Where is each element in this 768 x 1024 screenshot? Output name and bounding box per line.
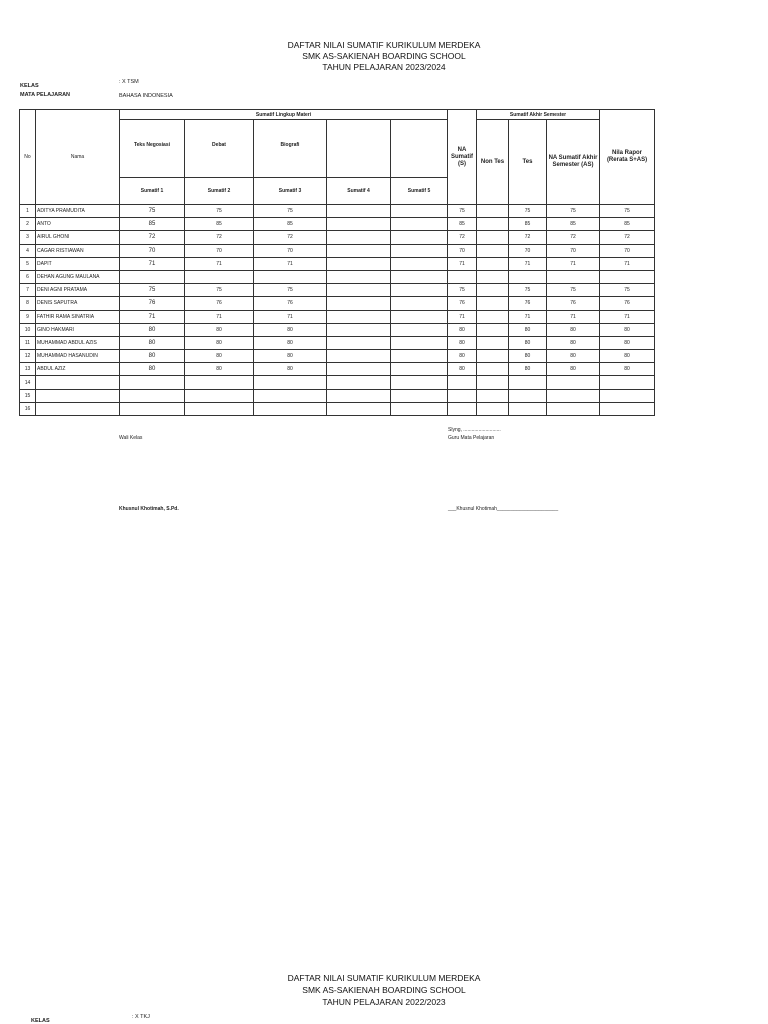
doc-title-line2: SMK AS-SAKIENAH BOARDING SCHOOL — [302, 51, 466, 61]
cell-non-tes — [477, 270, 509, 283]
cell-non-tes — [477, 257, 509, 270]
cell-non-tes — [477, 284, 509, 297]
group-sumatif-lingkup-materi: Sumatif Lingkup Materi — [120, 110, 448, 120]
table-row — [20, 257, 655, 270]
cell-sumatif-5 — [391, 389, 448, 402]
cell-tes: 80 — [509, 336, 547, 349]
cell-sumatif-5 — [391, 231, 448, 244]
cell-na-as: 72 — [547, 231, 600, 244]
cell-no: 9 — [20, 310, 36, 323]
sumatif-header: Sumatif 2 — [185, 178, 254, 205]
cell-sumatif-3 — [254, 376, 327, 389]
cell-non-tes — [477, 297, 509, 310]
cell-na-as — [547, 270, 600, 283]
cell-tes: 80 — [509, 323, 547, 336]
cell-nama: ANTO — [36, 218, 120, 231]
cell-na-as: 71 — [547, 257, 600, 270]
cell-sumatif-3: 85 — [254, 218, 327, 231]
cell-sumatif-1: 80 — [120, 323, 185, 336]
cell-sumatif-4 — [327, 244, 391, 257]
cell-non-tes — [477, 402, 509, 415]
cell-no: 15 — [20, 389, 36, 402]
cell-tes — [509, 376, 547, 389]
cell-sumatif-1 — [120, 402, 185, 415]
cell-rapor: 75 — [600, 205, 655, 218]
cell-na-as — [547, 402, 600, 415]
cell-no: 12 — [20, 350, 36, 363]
sumatif-header: Sumatif 4 — [327, 178, 391, 205]
cell-tes: 75 — [509, 205, 547, 218]
cell-sumatif-2: 70 — [185, 244, 254, 257]
mapel-label: MATA PELAJARAN — [20, 92, 71, 98]
table-row — [20, 297, 655, 310]
cell-rapor — [600, 402, 655, 415]
cell-sumatif-2 — [185, 389, 254, 402]
wali-kelas-label: Wali Kelas — [119, 435, 143, 441]
col-tes-header: Tes — [509, 120, 547, 205]
cell-na-sumatif: 80 — [448, 350, 477, 363]
cell-tes — [509, 402, 547, 415]
cell-na-as: 85 — [547, 218, 600, 231]
cell-na-sumatif: 71 — [448, 257, 477, 270]
kelas2-label: KELAS — [31, 1018, 50, 1024]
cell-nama — [36, 376, 120, 389]
sumatif-header: Sumatif 5 — [391, 178, 448, 205]
col-na-sumatif-header: NA Sumatif (S) — [448, 110, 477, 205]
cell-rapor: 71 — [600, 310, 655, 323]
topic-header: Debat — [185, 120, 254, 178]
cell-sumatif-3: 80 — [254, 350, 327, 363]
cell-nama: DENIS SAPUTRA — [36, 297, 120, 310]
cell-sumatif-1: 71 — [120, 257, 185, 270]
cell-na-as: 80 — [547, 323, 600, 336]
cell-no: 10 — [20, 323, 36, 336]
cell-nama: AIRUL GHONI — [36, 231, 120, 244]
cell-sumatif-4 — [327, 257, 391, 270]
cell-tes — [509, 270, 547, 283]
cell-nama: GINO HAKMARI — [36, 323, 120, 336]
col-nama-header: Nama — [36, 110, 120, 205]
cell-sumatif-5 — [391, 218, 448, 231]
cell-non-tes — [477, 310, 509, 323]
cell-na-sumatif: 80 — [448, 363, 477, 376]
cell-no: 1 — [20, 205, 36, 218]
cell-nama: DENI AGNI PRATAMA — [36, 284, 120, 297]
cell-rapor: 71 — [600, 257, 655, 270]
col-non-tes-header: Non Tes — [477, 120, 509, 205]
cell-na-sumatif — [448, 402, 477, 415]
cell-nama: MUHAMMAD ABDUL AZIS — [36, 336, 120, 349]
cell-non-tes — [477, 244, 509, 257]
cell-na-as — [547, 376, 600, 389]
cell-sumatif-1: 80 — [120, 336, 185, 349]
cell-nama: DAPIT — [36, 257, 120, 270]
doc2-title-line3: TAHUN PELAJARAN 2022/2023 — [322, 997, 446, 1007]
cell-no: 8 — [20, 297, 36, 310]
cell-rapor: 80 — [600, 336, 655, 349]
cell-sumatif-3: 75 — [254, 205, 327, 218]
cell-na-sumatif: 80 — [448, 336, 477, 349]
cell-rapor: 76 — [600, 297, 655, 310]
cell-sumatif-2: 80 — [185, 350, 254, 363]
cell-rapor: 80 — [600, 363, 655, 376]
table-row — [20, 218, 655, 231]
cell-no: 11 — [20, 336, 36, 349]
cell-sumatif-2: 80 — [185, 336, 254, 349]
cell-sumatif-2: 75 — [185, 205, 254, 218]
cell-no: 5 — [20, 257, 36, 270]
cell-no: 16 — [20, 402, 36, 415]
cell-na-as: 80 — [547, 350, 600, 363]
cell-na-as — [547, 389, 600, 402]
cell-sumatif-2: 80 — [185, 323, 254, 336]
cell-na-sumatif: 75 — [448, 284, 477, 297]
cell-tes: 80 — [509, 350, 547, 363]
cell-sumatif-5 — [391, 284, 448, 297]
cell-nama: ABDUL AZIZ — [36, 363, 120, 376]
cell-tes: 72 — [509, 231, 547, 244]
cell-na-sumatif — [448, 389, 477, 402]
cell-no: 4 — [20, 244, 36, 257]
cell-sumatif-3: 76 — [254, 297, 327, 310]
cell-non-tes — [477, 205, 509, 218]
guru-label: Guru Mata Pelajaran — [448, 435, 495, 441]
cell-na-sumatif: 72 — [448, 231, 477, 244]
cell-non-tes — [477, 336, 509, 349]
cell-sumatif-2: 71 — [185, 310, 254, 323]
cell-sumatif-1 — [120, 376, 185, 389]
cell-sumatif-3 — [254, 270, 327, 283]
grade-table — [19, 109, 655, 416]
table-row — [20, 389, 655, 402]
cell-non-tes — [477, 323, 509, 336]
cell-sumatif-4 — [327, 350, 391, 363]
cell-nama: ADITYA PRAMUDITA — [36, 205, 120, 218]
cell-non-tes — [477, 363, 509, 376]
cell-sumatif-5 — [391, 323, 448, 336]
table-row — [20, 270, 655, 283]
doc-title-line1: DAFTAR NILAI SUMATIF KURIKULUM MERDEKA — [287, 40, 481, 50]
cell-sumatif-5 — [391, 257, 448, 270]
cell-na-sumatif — [448, 270, 477, 283]
cell-non-tes — [477, 376, 509, 389]
cell-sumatif-3 — [254, 389, 327, 402]
col-nilai-rapor-header: Nila Rapor (Rerata S+AS) — [600, 110, 655, 205]
cell-na-as: 80 — [547, 336, 600, 349]
cell-sumatif-3: 75 — [254, 284, 327, 297]
cell-sumatif-2: 80 — [185, 363, 254, 376]
cell-rapor: 85 — [600, 218, 655, 231]
cell-rapor: 72 — [600, 231, 655, 244]
table-row — [20, 231, 655, 244]
topic-header — [327, 120, 391, 178]
cell-no: 7 — [20, 284, 36, 297]
cell-sumatif-3: 80 — [254, 363, 327, 376]
cell-sumatif-1: 72 — [120, 231, 185, 244]
cell-nama: CAGAR RISTIAWAN — [36, 244, 120, 257]
cell-sumatif-5 — [391, 310, 448, 323]
cell-sumatif-3: 71 — [254, 257, 327, 270]
table-row — [20, 310, 655, 323]
cell-tes: 71 — [509, 257, 547, 270]
cell-sumatif-1 — [120, 389, 185, 402]
cell-sumatif-5 — [391, 244, 448, 257]
cell-sumatif-2: 71 — [185, 257, 254, 270]
cell-sumatif-3: 71 — [254, 310, 327, 323]
cell-sumatif-1: 76 — [120, 297, 185, 310]
table-row — [20, 376, 655, 389]
cell-na-as: 75 — [547, 284, 600, 297]
cell-sumatif-4 — [327, 336, 391, 349]
cell-sumatif-2: 76 — [185, 297, 254, 310]
cell-sumatif-4 — [327, 231, 391, 244]
kelas-label: KELAS — [20, 83, 39, 89]
cell-sumatif-3: 70 — [254, 244, 327, 257]
doc2-title-line2: SMK AS-SAKIENAH BOARDING SCHOOL — [302, 985, 466, 995]
kelas2-value: : X TKJ — [132, 1014, 150, 1020]
topic-header: Biografi — [254, 120, 327, 178]
sumatif-header: Sumatif 3 — [254, 178, 327, 205]
cell-na-sumatif: 80 — [448, 323, 477, 336]
cell-no: 14 — [20, 376, 36, 389]
cell-sumatif-3: 72 — [254, 231, 327, 244]
table-row — [20, 363, 655, 376]
cell-sumatif-5 — [391, 297, 448, 310]
cell-sumatif-4 — [327, 389, 391, 402]
mapel-value: BAHASA INDONESIA — [119, 93, 173, 99]
cell-nama — [36, 402, 120, 415]
cell-sumatif-2 — [185, 376, 254, 389]
cell-sumatif-4 — [327, 363, 391, 376]
cell-na-as: 76 — [547, 297, 600, 310]
cell-sumatif-2: 85 — [185, 218, 254, 231]
table-row — [20, 336, 655, 349]
cell-na-sumatif: 70 — [448, 244, 477, 257]
cell-na-sumatif: 71 — [448, 310, 477, 323]
cell-non-tes — [477, 389, 509, 402]
place-date: Slyng, ........................... — [448, 427, 501, 433]
sumatif-header: Sumatif 1 — [120, 178, 185, 205]
cell-tes: 70 — [509, 244, 547, 257]
cell-sumatif-1: 75 — [120, 284, 185, 297]
cell-no: 13 — [20, 363, 36, 376]
cell-sumatif-4 — [327, 376, 391, 389]
cell-sumatif-2: 75 — [185, 284, 254, 297]
cell-nama: FATHIR RAMA SINATRIA — [36, 310, 120, 323]
cell-na-as: 70 — [547, 244, 600, 257]
cell-sumatif-4 — [327, 205, 391, 218]
col-no-header: No — [20, 110, 36, 205]
cell-sumatif-5 — [391, 205, 448, 218]
cell-sumatif-3: 80 — [254, 336, 327, 349]
cell-sumatif-4 — [327, 284, 391, 297]
group-sumatif-akhir-semester: Sumatif Akhir Semester — [477, 110, 600, 120]
cell-nama — [36, 389, 120, 402]
cell-sumatif-4 — [327, 310, 391, 323]
cell-non-tes — [477, 350, 509, 363]
cell-sumatif-5 — [391, 270, 448, 283]
cell-sumatif-3: 80 — [254, 323, 327, 336]
wali-kelas-name: Khusnul Khotimah, S.Pd. — [119, 506, 179, 512]
cell-sumatif-4 — [327, 270, 391, 283]
cell-sumatif-5 — [391, 376, 448, 389]
cell-nama: MUHAMMAD HASANUDIN — [36, 350, 120, 363]
cell-na-as: 75 — [547, 205, 600, 218]
cell-sumatif-1: 80 — [120, 350, 185, 363]
cell-sumatif-5 — [391, 336, 448, 349]
cell-sumatif-4 — [327, 323, 391, 336]
cell-sumatif-1 — [120, 270, 185, 283]
cell-rapor: 70 — [600, 244, 655, 257]
doc2-title-line1: DAFTAR NILAI SUMATIF KURIKULUM MERDEKA — [287, 973, 481, 983]
cell-sumatif-2: 72 — [185, 231, 254, 244]
cell-na-sumatif — [448, 376, 477, 389]
cell-sumatif-4 — [327, 297, 391, 310]
cell-non-tes — [477, 218, 509, 231]
cell-nama: DEHAN AGUNG MAULANA — [36, 270, 120, 283]
cell-sumatif-1: 71 — [120, 310, 185, 323]
cell-sumatif-1: 75 — [120, 205, 185, 218]
cell-na-sumatif: 75 — [448, 205, 477, 218]
cell-no: 2 — [20, 218, 36, 231]
table-row — [20, 244, 655, 257]
cell-tes — [509, 389, 547, 402]
cell-tes: 76 — [509, 297, 547, 310]
cell-na-as: 80 — [547, 363, 600, 376]
cell-tes: 85 — [509, 218, 547, 231]
topic-header: Teks Negosiasi — [120, 120, 185, 178]
cell-rapor — [600, 376, 655, 389]
topic-header — [391, 120, 448, 178]
cell-sumatif-5 — [391, 350, 448, 363]
table-row — [20, 350, 655, 363]
cell-rapor: 80 — [600, 350, 655, 363]
cell-rapor: 75 — [600, 284, 655, 297]
cell-sumatif-1: 80 — [120, 363, 185, 376]
doc-title-line3: TAHUN PELAJARAN 2023/2024 — [322, 62, 446, 72]
cell-sumatif-5 — [391, 402, 448, 415]
cell-tes: 71 — [509, 310, 547, 323]
cell-rapor — [600, 389, 655, 402]
cell-rapor — [600, 270, 655, 283]
cell-sumatif-5 — [391, 363, 448, 376]
cell-sumatif-2 — [185, 402, 254, 415]
cell-tes: 75 — [509, 284, 547, 297]
cell-rapor: 80 — [600, 323, 655, 336]
cell-sumatif-2 — [185, 270, 254, 283]
cell-no: 6 — [20, 270, 36, 283]
cell-sumatif-1: 85 — [120, 218, 185, 231]
cell-sumatif-3 — [254, 402, 327, 415]
cell-sumatif-4 — [327, 402, 391, 415]
kelas-value: : X TSM — [119, 79, 139, 85]
col-na-as-header: NA Sumatif Akhir Semester (AS) — [547, 120, 600, 205]
cell-non-tes — [477, 231, 509, 244]
cell-na-as: 71 — [547, 310, 600, 323]
table-row — [20, 205, 655, 218]
cell-sumatif-1: 70 — [120, 244, 185, 257]
table-row — [20, 402, 655, 415]
cell-na-sumatif: 85 — [448, 218, 477, 231]
cell-no: 3 — [20, 231, 36, 244]
cell-sumatif-4 — [327, 218, 391, 231]
cell-tes: 80 — [509, 363, 547, 376]
table-row — [20, 323, 655, 336]
guru-name: ___Khusnul Khotimah______________________ — [448, 506, 559, 512]
table-row — [20, 284, 655, 297]
cell-na-sumatif: 76 — [448, 297, 477, 310]
